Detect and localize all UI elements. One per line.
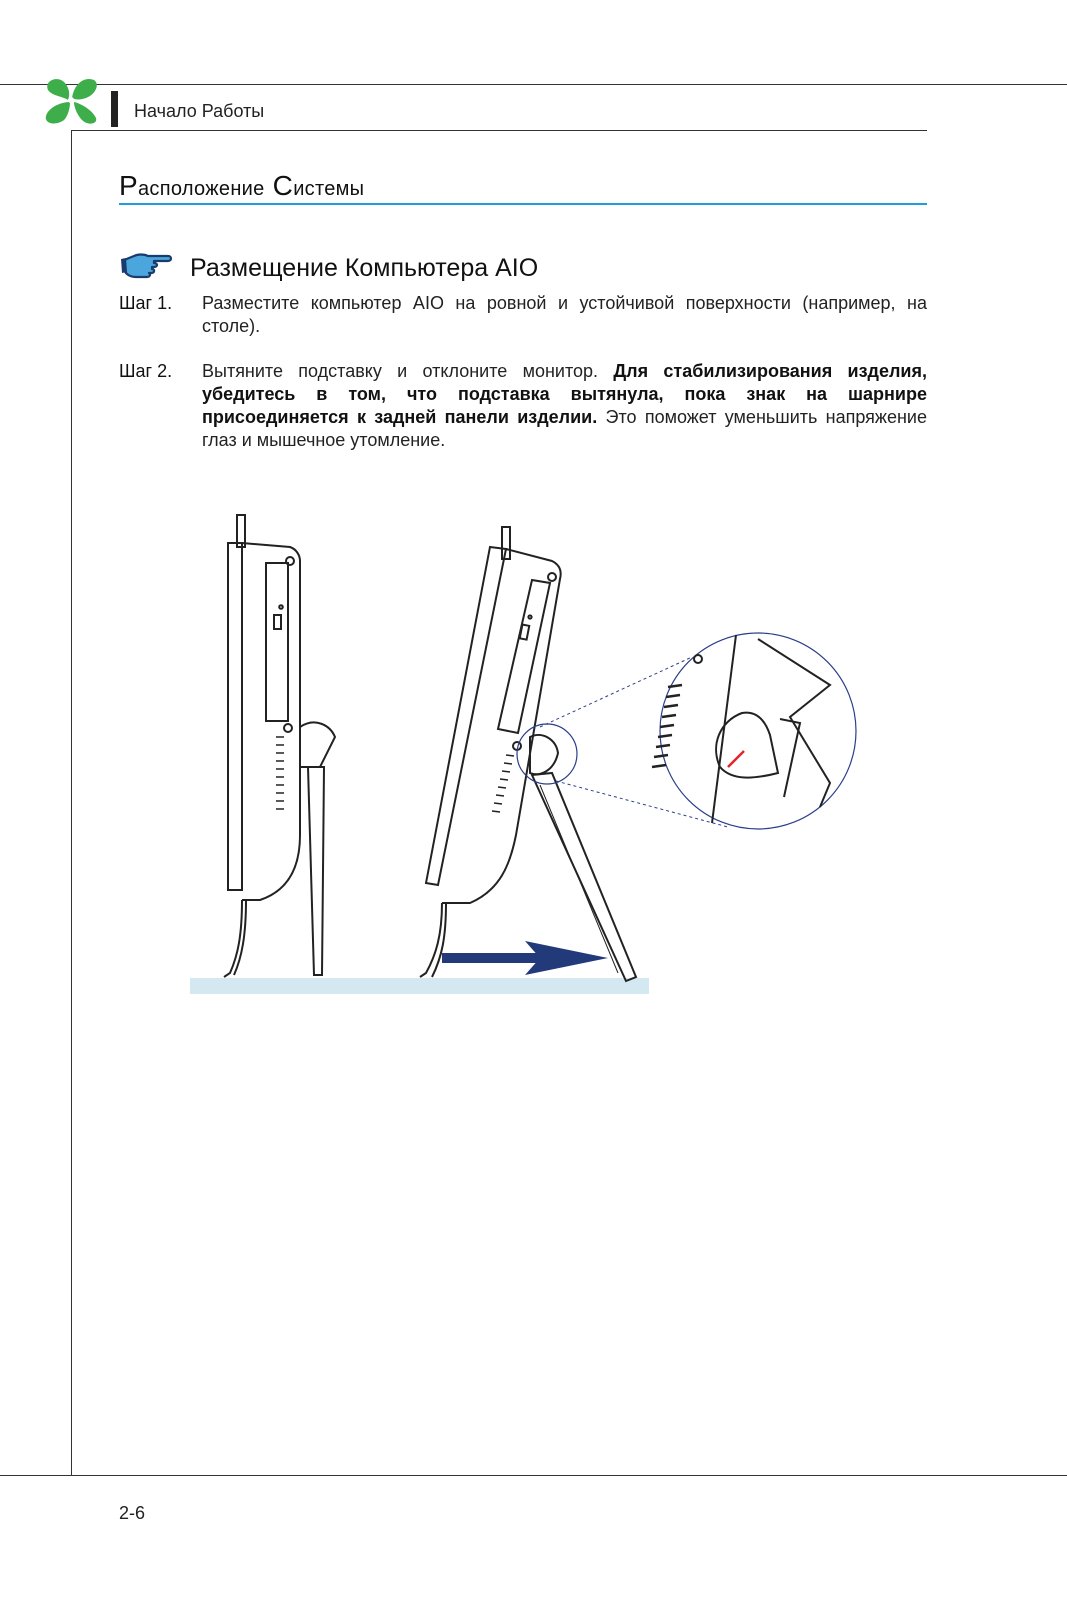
section-title-word-2: истемы xyxy=(293,178,365,200)
pull-direction-arrow xyxy=(442,941,608,975)
section-title-word-1: асположение xyxy=(137,178,265,200)
section-title-initial-2: С xyxy=(272,170,294,201)
aio-placement-illustration xyxy=(180,505,870,1005)
footer-rule xyxy=(0,1475,1067,1476)
step-1-label: Шаг 1. xyxy=(119,293,173,313)
step-1-text: Разместите компьютер AIO на ровной и устойчивой поверхности (например, на столе). xyxy=(202,293,927,336)
section-title xyxy=(119,170,364,202)
subsection-title: Размещение Компьютера AIO xyxy=(190,254,539,282)
section-title-rule xyxy=(119,203,927,205)
step-2-text-intro: Вытяните подставку и отклоните монитор. xyxy=(202,361,614,381)
msi-leaf-logo-icon xyxy=(40,70,110,130)
floor-surface xyxy=(190,978,649,994)
left-margin-rule xyxy=(71,130,72,1475)
header-title: Начало Работы xyxy=(134,101,265,121)
hinge-detail-zoom xyxy=(652,633,856,829)
step-1 xyxy=(119,292,927,342)
step-2-text xyxy=(202,360,927,452)
page-number: 2-6 xyxy=(119,1503,146,1523)
header-bar xyxy=(111,91,118,127)
computer-upright-side-view xyxy=(224,515,335,977)
section-title-initial-1: Р xyxy=(119,170,138,201)
step-2 xyxy=(119,360,927,460)
step-2-text-bold: Для стабилизирования изделия, убедитесь в том, что подставка вытянула, пока знак на шарнире присоединяется к задней панели изделии. xyxy=(202,361,927,427)
computer-tilted-side-view xyxy=(420,527,636,981)
step-2-text-outro: Это поможет уменьшить напряжение глаз и мышечное утомление. xyxy=(202,407,927,450)
pointing-hand-icon xyxy=(120,250,176,280)
step-2-label: Шаг 2. xyxy=(119,361,173,381)
header-underline xyxy=(71,130,927,131)
header-rule xyxy=(0,84,1067,85)
